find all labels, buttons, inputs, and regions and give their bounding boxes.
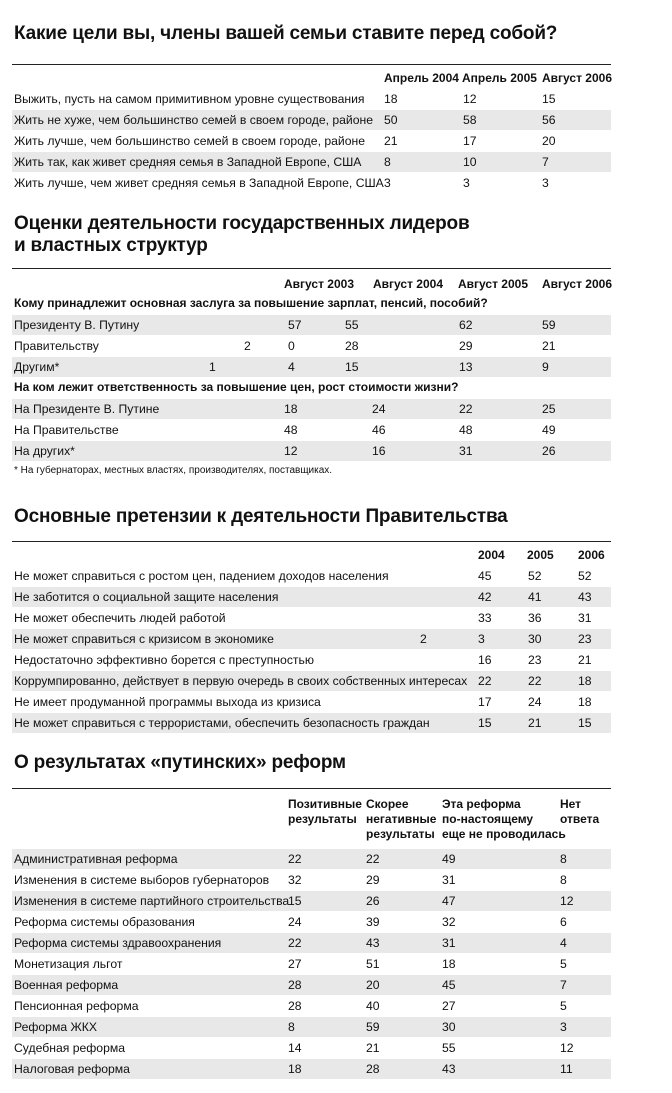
claim-label: Не может обеспечить людей работой xyxy=(14,611,226,625)
col-header xyxy=(560,797,599,827)
cell-value: 22 xyxy=(459,402,473,416)
cell-value: 27 xyxy=(442,999,456,1013)
cell-value: 12 xyxy=(284,444,298,458)
cell-value: 3 xyxy=(463,176,470,190)
cell-value: 43 xyxy=(442,1062,456,1076)
cell-value: 36 xyxy=(528,611,542,625)
table-row xyxy=(12,975,611,995)
section-title-reforms: О результатах «путинских» реформ xyxy=(14,752,346,773)
col-header: 2006 xyxy=(578,548,605,562)
cell-value: 13 xyxy=(459,360,473,374)
cell-value: 40 xyxy=(366,999,380,1013)
cell-value: 62 xyxy=(459,318,473,332)
credit-label: Другим* xyxy=(14,360,60,374)
goal-label: Выжить, пусть на самом примитивном уровне существования xyxy=(14,92,365,106)
section-rule xyxy=(12,788,611,789)
table-row xyxy=(12,420,611,440)
col-header-line: результаты xyxy=(366,827,435,841)
table-row xyxy=(12,713,611,733)
resp-label: На других* xyxy=(14,444,75,458)
footnote: * На губернаторах, местных властях, производителях, поставщиках. xyxy=(14,465,333,476)
section-rule xyxy=(12,268,611,269)
reform-label: Судебная реформа xyxy=(14,1041,126,1055)
cell-value: 57 xyxy=(288,318,302,332)
cell-value: 12 xyxy=(560,894,574,908)
cell-value: 48 xyxy=(284,423,298,437)
cell-value: 47 xyxy=(442,894,456,908)
cell-value: 43 xyxy=(578,590,592,604)
goal-label: Жить не хуже, чем большинство семей в своем городе, районе xyxy=(14,113,374,127)
claim-label: Не заботится о социальной защите населения xyxy=(14,590,279,604)
cell-value: 7 xyxy=(560,978,567,992)
col-header xyxy=(366,797,436,842)
cell-value: 6 xyxy=(560,915,567,929)
cell-value: 31 xyxy=(442,873,456,887)
cell-value: 5 xyxy=(560,999,567,1013)
resp-label: На Президенте В. Путине xyxy=(14,402,160,416)
col-header-line: Позитивные xyxy=(288,797,362,811)
cell-value: 3 xyxy=(542,176,549,190)
table-row xyxy=(12,399,611,419)
cell-value: 22 xyxy=(288,936,302,950)
cell-value: 58 xyxy=(463,113,477,127)
question-responsibility: На ком лежит ответственность за повышение цен, рост стоимости жизни? xyxy=(14,380,459,394)
cell-value: 23 xyxy=(528,653,542,667)
cell-value: 41 xyxy=(528,590,542,604)
cell-value: 8 xyxy=(560,873,567,887)
table-row xyxy=(12,566,611,586)
cell-value: 21 xyxy=(528,716,542,730)
resp-label: На Правительстве xyxy=(14,423,119,437)
col-header-line: еще не проводилась xyxy=(442,827,566,841)
cell-value: 29 xyxy=(366,873,380,887)
col-header-line: негативные xyxy=(366,812,437,826)
col-header: 2005 xyxy=(527,548,554,562)
cell-value: 32 xyxy=(442,915,456,929)
table-row xyxy=(12,650,611,670)
cell-value: 52 xyxy=(528,569,542,583)
cell-value: 2 xyxy=(244,339,251,353)
table-row xyxy=(12,89,611,109)
credit-label: Президенту В. Путину xyxy=(14,318,140,332)
cell-value: 21 xyxy=(384,134,398,148)
cell-value: 18 xyxy=(288,1062,302,1076)
cell-value: 3 xyxy=(560,1020,567,1034)
cell-value: 2 xyxy=(420,632,427,646)
cell-value: 15 xyxy=(542,92,556,106)
cell-value: 29 xyxy=(459,339,473,353)
claim-label: Коррумпированно, действует в первую очередь в своих собственных интересах xyxy=(14,674,468,688)
col-header-line: ответа xyxy=(560,812,600,826)
cell-value: 33 xyxy=(478,611,492,625)
cell-value: 28 xyxy=(288,999,302,1013)
goal-label: Жить лучше, чем большинство семей в своем городе, районе xyxy=(14,134,365,148)
cell-value: 24 xyxy=(528,695,542,709)
cell-value: 59 xyxy=(366,1020,380,1034)
credit-label: Правительству xyxy=(14,339,99,353)
table-row xyxy=(12,315,611,335)
reform-label: Реформа системы здравоохранения xyxy=(14,936,222,950)
reform-label: Изменения в системе выборов губернаторов xyxy=(14,873,270,887)
cell-value: 30 xyxy=(442,1020,456,1034)
cell-value: 49 xyxy=(542,423,556,437)
cell-value: 52 xyxy=(578,569,592,583)
cell-value: 18 xyxy=(578,674,592,688)
cell-value: 10 xyxy=(463,155,477,169)
cell-value: 45 xyxy=(442,978,456,992)
claim-label: Недостаточно эффективно борется с преступностью xyxy=(14,653,314,667)
cell-value: 55 xyxy=(345,318,359,332)
col-header: Август 2006 xyxy=(542,71,612,85)
table-row xyxy=(12,891,611,911)
reform-label: Реформа системы образования xyxy=(14,915,195,929)
col-header: Апрель 2005 xyxy=(462,71,537,85)
table-row xyxy=(12,692,611,712)
table-row xyxy=(12,357,611,377)
col-header-line: по-настоящему xyxy=(442,812,534,826)
reform-label: Изменения в системе партийного строительства xyxy=(14,894,290,908)
col-header: 2004 xyxy=(478,548,505,562)
cell-value: 43 xyxy=(366,936,380,950)
cell-value: 48 xyxy=(459,423,473,437)
col-header: Август 2003 xyxy=(284,277,354,291)
reform-label: Административная реформа xyxy=(14,852,178,866)
cell-value: 20 xyxy=(542,134,556,148)
cell-value: 49 xyxy=(442,852,456,866)
table-row xyxy=(12,671,611,691)
cell-value: 28 xyxy=(366,1062,380,1076)
cell-value: 24 xyxy=(372,402,386,416)
cell-value: 55 xyxy=(442,1041,456,1055)
table-row xyxy=(12,110,611,130)
cell-value: 31 xyxy=(578,611,592,625)
cell-value: 9 xyxy=(542,360,549,374)
table-row xyxy=(12,996,611,1016)
claim-label: Не может справиться с террористами, обеспечить безопасность граждан xyxy=(14,716,430,730)
cell-value: 17 xyxy=(463,134,477,148)
table-row xyxy=(12,441,611,461)
cell-value: 8 xyxy=(384,155,391,169)
cell-value: 11 xyxy=(560,1062,573,1076)
cell-value: 4 xyxy=(560,936,567,950)
table-row xyxy=(12,912,611,932)
col-header-line: Эта реформа xyxy=(442,797,521,811)
cell-value: 50 xyxy=(384,113,398,127)
cell-value: 21 xyxy=(578,653,592,667)
cell-value: 3 xyxy=(478,632,485,646)
cell-value: 28 xyxy=(288,978,302,992)
table-row xyxy=(12,870,611,890)
cell-value: 15 xyxy=(578,716,592,730)
section-title-claims: Основные претензии к деятельности Правительства xyxy=(14,506,508,527)
goal-label: Жить так, как живет средняя семья в Западной Европе, США xyxy=(14,155,362,169)
col-header xyxy=(288,797,362,827)
claim-label: Не может справиться с ростом цен, падением доходов населения xyxy=(14,569,389,583)
cell-value: 22 xyxy=(528,674,542,688)
cell-value: 59 xyxy=(542,318,556,332)
reform-label: Монетизация льгот xyxy=(14,957,123,971)
cell-value: 18 xyxy=(284,402,298,416)
cell-value: 12 xyxy=(560,1041,574,1055)
table-row xyxy=(12,608,611,628)
cell-value: 28 xyxy=(345,339,359,353)
cell-value: 21 xyxy=(542,339,556,353)
cell-value: 51 xyxy=(366,957,380,971)
cell-value: 21 xyxy=(366,1041,380,1055)
cell-value: 20 xyxy=(366,978,380,992)
cell-value: 18 xyxy=(384,92,398,106)
reform-label: Реформа ЖКХ xyxy=(14,1020,97,1034)
col-header: Апрель 2004 xyxy=(384,71,459,85)
cell-value: 4 xyxy=(288,360,295,374)
cell-value: 14 xyxy=(288,1041,302,1055)
reform-label: Налоговая реформа xyxy=(14,1062,130,1076)
claim-label: Не может справиться с кризисом в экономике xyxy=(14,632,274,646)
table-row xyxy=(12,336,611,356)
cell-value: 18 xyxy=(578,695,592,709)
cell-value: 16 xyxy=(372,444,386,458)
section-title-goals: Какие цели вы, члены вашей семьи ставите перед собой? xyxy=(14,23,558,44)
cell-value: 26 xyxy=(542,444,556,458)
question-credit: Кому принадлежит основная заслуга за повышение зарплат, пенсий, пособий? xyxy=(14,296,488,310)
cell-value: 12 xyxy=(463,92,477,106)
cell-value: 26 xyxy=(366,894,380,908)
reform-label: Военная реформа xyxy=(14,978,119,992)
table-row xyxy=(12,933,611,953)
cell-value: 56 xyxy=(542,113,556,127)
section-title-ratings-2: и властных структур xyxy=(14,235,208,256)
table-row xyxy=(12,131,611,151)
cell-value: 39 xyxy=(366,915,380,929)
cell-value: 15 xyxy=(478,716,492,730)
cell-value: 24 xyxy=(288,915,302,929)
cell-value: 31 xyxy=(459,444,473,458)
cell-value: 17 xyxy=(478,695,492,709)
cell-value: 3 xyxy=(384,176,391,190)
cell-value: 8 xyxy=(560,852,567,866)
cell-value: 15 xyxy=(288,894,302,908)
table-row xyxy=(12,152,611,172)
cell-value: 27 xyxy=(288,957,302,971)
cell-value: 1 xyxy=(209,360,216,374)
section-title-ratings-1: Оценки деятельности государственных лидеров xyxy=(14,213,470,234)
cell-value: 18 xyxy=(442,957,456,971)
col-header: Август 2004 xyxy=(373,277,443,291)
table-row xyxy=(12,1038,611,1058)
col-header: Август 2005 xyxy=(458,277,528,291)
col-header-line: результаты xyxy=(288,812,357,826)
section-rule xyxy=(12,64,611,65)
cell-value: 45 xyxy=(478,569,492,583)
cell-value: 7 xyxy=(542,155,549,169)
claim-label: Не имеет продуманной программы выхода из кризиса xyxy=(14,695,321,709)
table-row xyxy=(12,849,611,869)
cell-value: 22 xyxy=(366,852,380,866)
cell-value: 30 xyxy=(528,632,542,646)
cell-value: 31 xyxy=(442,936,456,950)
table-row xyxy=(12,954,611,974)
cell-value: 22 xyxy=(288,852,302,866)
cell-value: 25 xyxy=(542,402,556,416)
cell-value: 46 xyxy=(372,423,386,437)
col-header xyxy=(442,797,566,842)
col-header-line: Скорее xyxy=(366,797,409,811)
col-header: Август 2006 xyxy=(542,277,612,291)
reform-label: Пенсионная реформа xyxy=(14,999,139,1013)
section-rule xyxy=(12,541,611,542)
table-row xyxy=(12,587,611,607)
cell-value: 22 xyxy=(478,674,492,688)
table-row xyxy=(12,1059,611,1079)
goal-label: Жить лучше, чем живет средняя семья в Западной Европе, США xyxy=(14,176,384,190)
cell-value: 23 xyxy=(578,632,592,646)
table-row xyxy=(12,1017,611,1037)
table-row xyxy=(12,629,611,649)
col-header-line: Нет xyxy=(560,797,582,811)
cell-value: 0 xyxy=(288,339,295,353)
table-row xyxy=(12,173,611,193)
cell-value: 8 xyxy=(288,1020,295,1034)
cell-value: 5 xyxy=(560,957,567,971)
cell-value: 15 xyxy=(345,360,359,374)
cell-value: 16 xyxy=(478,653,492,667)
cell-value: 42 xyxy=(478,590,492,604)
cell-value: 32 xyxy=(288,873,302,887)
